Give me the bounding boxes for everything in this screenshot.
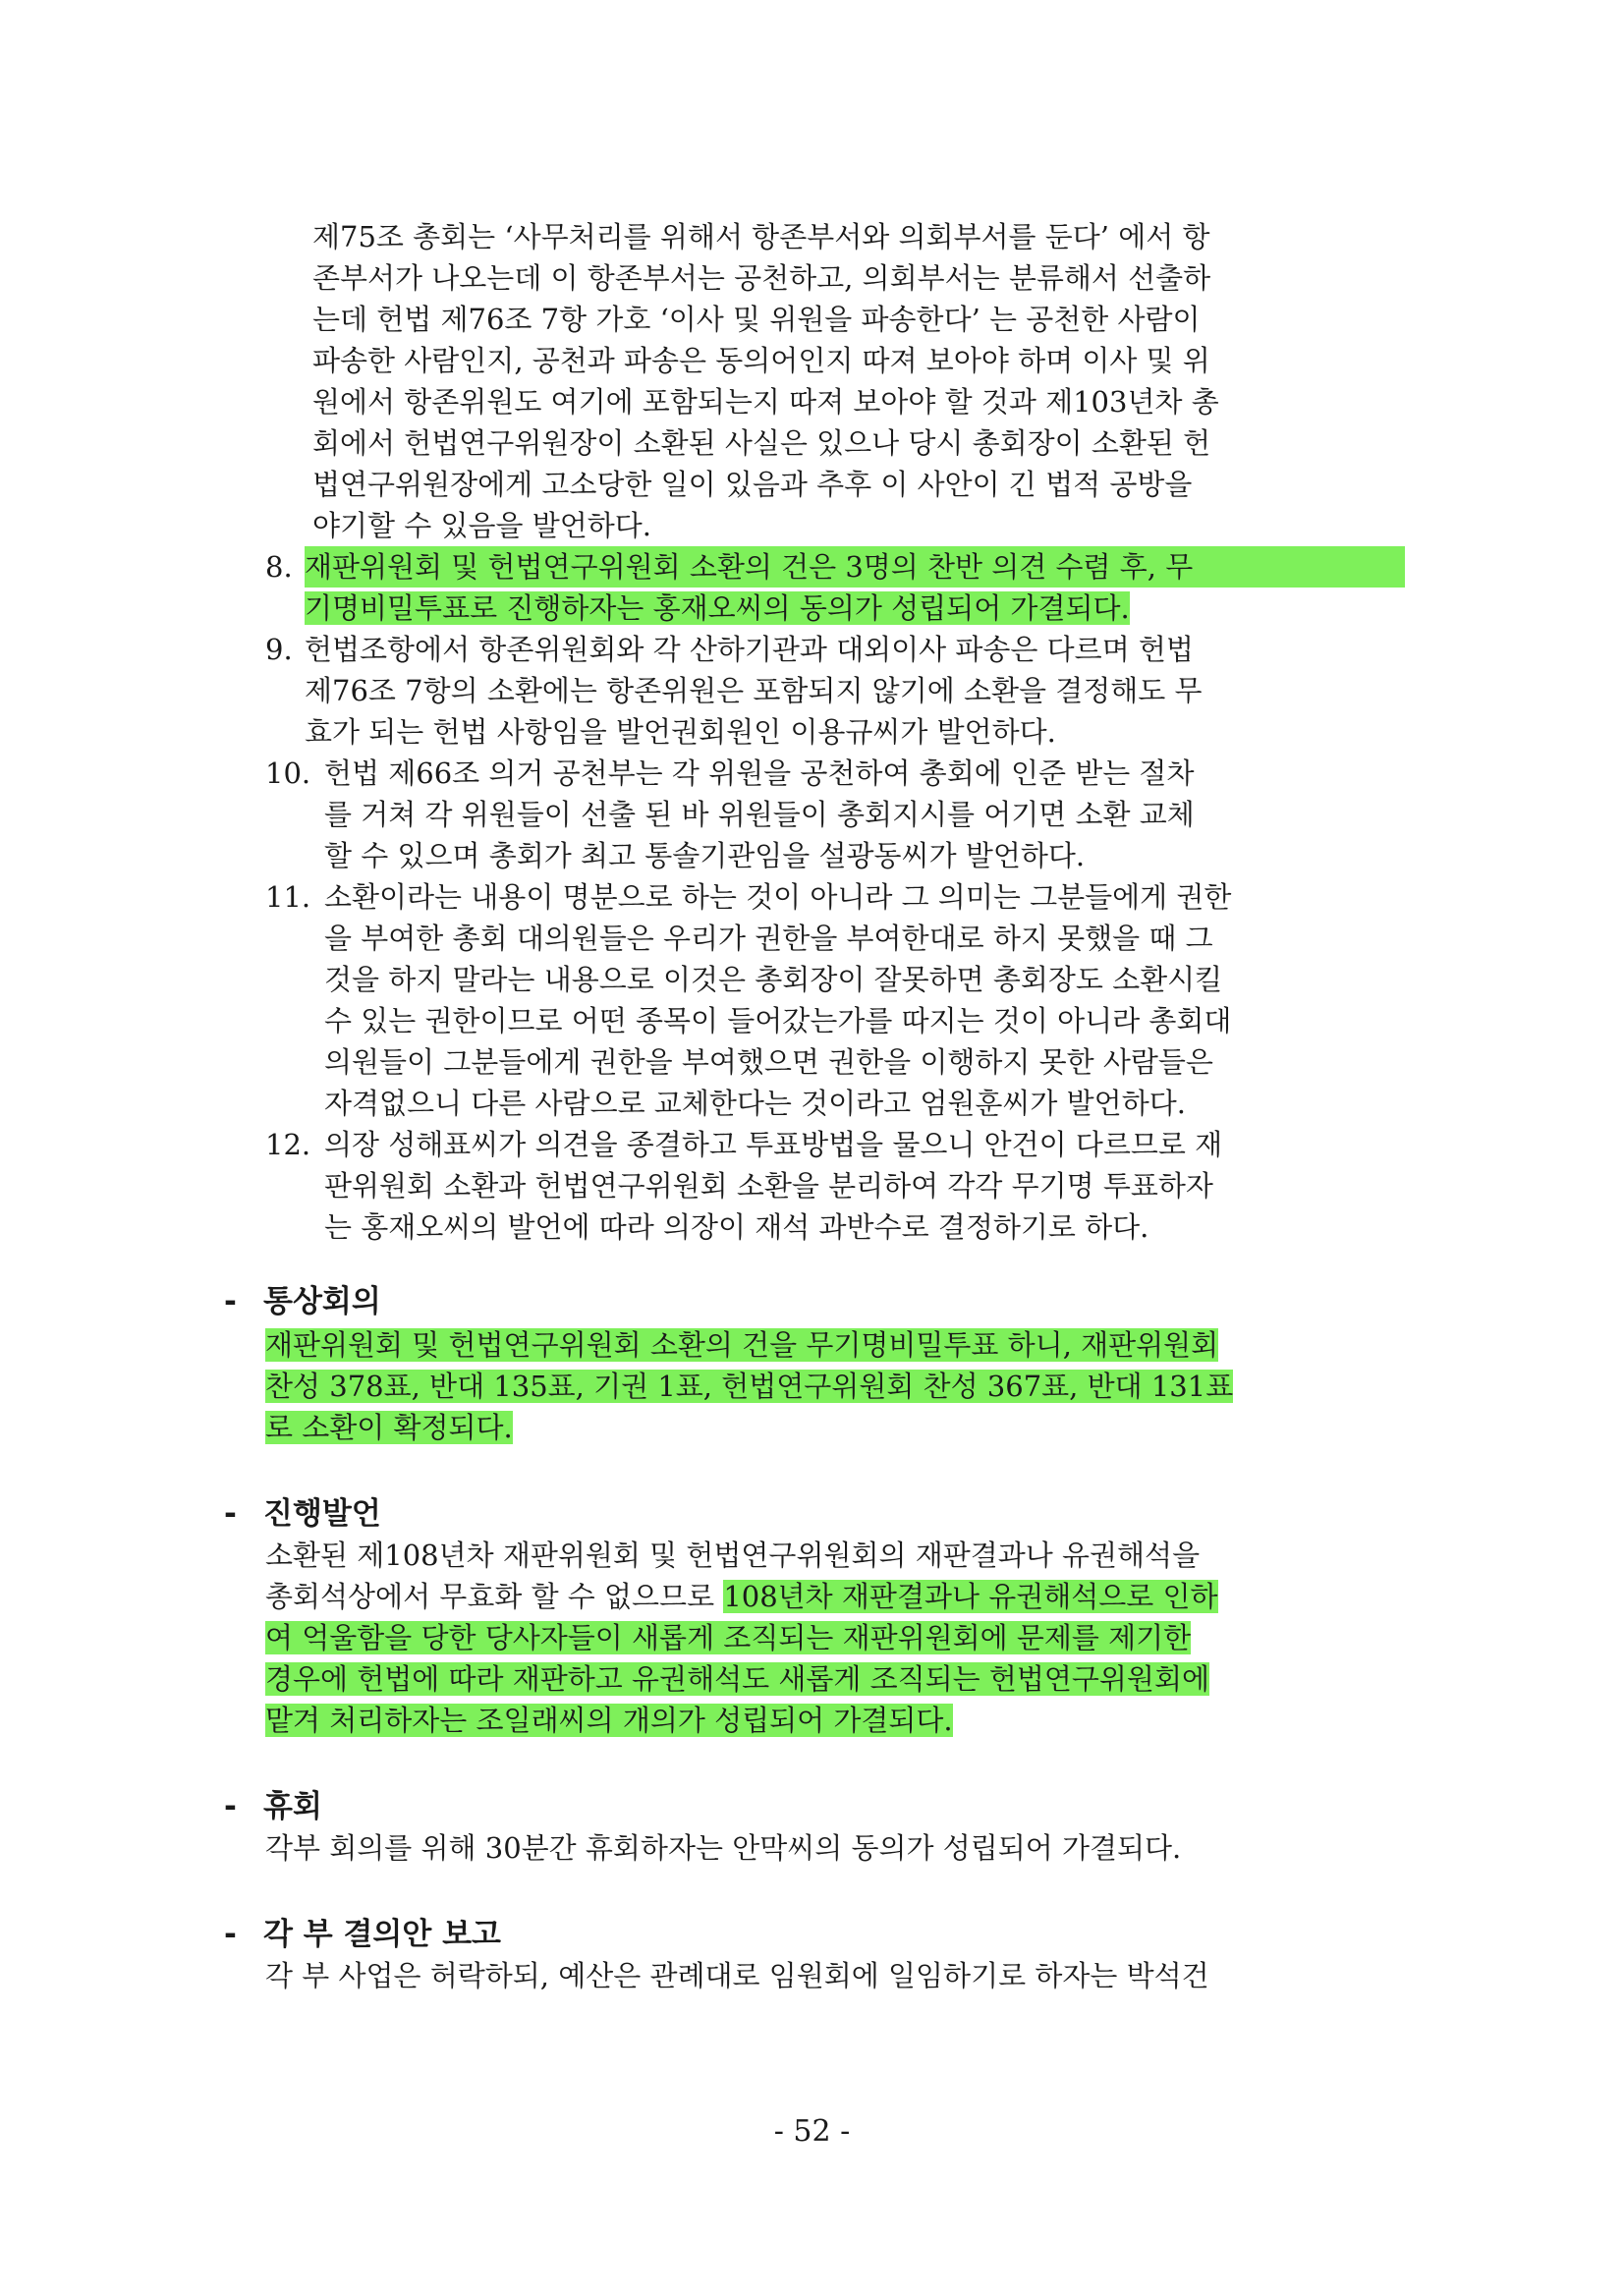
section-title: 진행발언 <box>263 1496 381 1532</box>
section-line-wrap <box>265 1576 1405 1617</box>
intro-line: 회에서 헌법연구위원장이 소환된 사실은 있으나 당시 총회장이 소환된 헌 <box>312 426 1211 460</box>
list-item-12 <box>265 1124 1405 1248</box>
intro-line: 원에서 항존위원도 여기에 포함되는지 따져 보아야 할 것과 제103년차 총 <box>312 385 1219 419</box>
intro-line: 야기할 수 있음을 발언하다. <box>312 509 652 542</box>
section-body-recess <box>265 1827 1405 1869</box>
item-line: 는 홍재오씨의 발언에 따라 의장이 재석 과반수로 결정하기로 하다. <box>324 1210 1149 1244</box>
section-body-general-meeting <box>265 1324 1405 1448</box>
section-line-highlighted: 로 소환이 확정되다. <box>265 1411 513 1444</box>
item-line: 제76조 7항의 소환에는 항존위원은 포함되지 않기에 소환을 결정해도 무 <box>305 674 1203 707</box>
section-line-wrap <box>265 1366 1405 1407</box>
item-line-highlighted: 기명비밀투표로 진행하자는 홍재오씨의 동의가 성립되어 가결되다. <box>305 591 1130 625</box>
item-line: 헌법조항에서 항존위원회와 각 산하기관과 대외이사 파송은 다르며 헌법 <box>305 633 1194 666</box>
section-line-wrap <box>265 1700 1405 1741</box>
section-line-plain: 총회석상에서 무효화 할 수 없으므로 <box>265 1580 724 1613</box>
section-line-highlighted: 재판위원회 및 헌법연구위원회 소환의 건을 무기명비밀투표 하니, 재판위원회 <box>265 1328 1219 1362</box>
intro-line: 는데 헌법 제76조 7항 가호 ‘이사 및 위원을 파송한다’ 는 공천한 사람이 <box>312 303 1201 336</box>
section-dash: - <box>224 1496 237 1532</box>
section-line-highlighted: 찬성 378표, 반대 135표, 기권 1표, 헌법연구위원회 찬성 367표, 반대 131표 <box>265 1370 1234 1403</box>
section-line-highlighted: 경우에 헌법에 따라 재판하고 유권해석도 새롭게 조직되는 헌법연구위원회에 <box>265 1662 1209 1696</box>
item-line: 자격없으니 다른 사람으로 교체한다는 것이라고 엄원훈씨가 발언하다. <box>324 1087 1186 1120</box>
item-number: 9. <box>265 633 293 666</box>
item-line: 의장 성해표씨가 의견을 종결하고 투표방법을 물으니 안건이 다르므로 재 <box>324 1128 1223 1161</box>
list-item-9 <box>265 629 1405 753</box>
section-line: 각 부 사업은 허락하되, 예산은 관례대로 임원회에 일임하기로 하자는 박석건 <box>265 1959 1209 1992</box>
list-item-10 <box>265 753 1405 876</box>
section-title: 통상회의 <box>263 1284 381 1319</box>
page-number: - 52 - <box>773 2114 851 2149</box>
intro-line: 제75조 총회는 ‘사무처리를 위해서 항존부서와 의회부서를 둔다’ 에서 항 <box>312 220 1210 253</box>
item-line: 수 있는 권한이므로 어떤 종목이 들어갔는가를 따지는 것이 아니라 총회대 <box>324 1004 1232 1037</box>
section-title: 휴회 <box>263 1789 322 1824</box>
item-line: 판위원회 소환과 헌법연구위원회 소환을 분리하여 각각 무기명 투표하자 <box>324 1169 1213 1203</box>
intro-line: 법연구위원장에게 고소당한 일이 있음과 추후 이 사안이 긴 법적 공방을 <box>312 468 1193 501</box>
section-heading-general-meeting <box>224 1281 381 1322</box>
item-line: 소환이라는 내용이 명분으로 하는 것이 아니라 그 의미는 그분들에게 권한 <box>324 880 1232 914</box>
list-item-11 <box>265 876 1405 1124</box>
section-line-highlighted: 108년차 재판결과나 유권해석으로 인하 <box>723 1580 1218 1613</box>
list-item-8 <box>265 546 1405 629</box>
intro-paragraph <box>312 216 1403 546</box>
section-dash: - <box>224 1789 237 1824</box>
section-line-wrap <box>265 1407 1405 1448</box>
intro-line: 파송한 사람인지, 공천과 파송은 동의어인지 따져 보아야 하며 이사 및 위 <box>312 344 1210 377</box>
section-title: 각 부 결의안 보고 <box>263 1917 501 1952</box>
section-dash: - <box>224 1917 237 1952</box>
section-line: 각부 회의를 위해 30분간 휴회하자는 안막씨의 동의가 성립되어 가결되다. <box>265 1831 1182 1865</box>
item-line: 효가 되는 헌법 사항임을 발언권회원인 이용규씨가 발언하다. <box>305 715 1056 749</box>
section-line-wrap <box>265 1658 1405 1700</box>
item-line-highlighted: 재판위원회 및 헌법연구위원회 소환의 건은 3명의 찬반 의견 수렴 후, 무 <box>305 546 1405 588</box>
item-line: 을 부여한 총회 대의원들은 우리가 권한을 부여한대로 하지 못했을 때 그 <box>324 922 1213 955</box>
item-line: 의원들이 그분들에게 권한을 부여했으면 권한을 이행하지 못한 사람들은 <box>324 1045 1213 1079</box>
item-line: 를 거쳐 각 위원들이 선출 된 바 위원들이 총회지시를 어기면 소환 교체 <box>324 798 1195 831</box>
item-number: 10. <box>265 756 311 790</box>
item-number: 8. <box>265 550 293 584</box>
section-body-committee-reports <box>265 1955 1405 1996</box>
section-line-wrap <box>265 1617 1405 1658</box>
item-number: 12. <box>265 1128 311 1161</box>
section-heading-committee-reports <box>224 1914 501 1955</box>
section-line: 소환된 제108년차 재판위원회 및 헌법연구위원회의 재판결과나 유권해석을 <box>265 1539 1201 1572</box>
item-number: 11. <box>265 880 311 914</box>
section-heading-procedural-remark <box>224 1493 381 1535</box>
section-line-highlighted: 맡겨 처리하자는 조일래씨의 개의가 성립되어 가결되다. <box>265 1704 953 1737</box>
section-line-wrap <box>265 1324 1405 1366</box>
item-line-wrap <box>305 588 1405 629</box>
section-line-highlighted: 여 억울함을 당한 당사자들이 새롭게 조직되는 재판위원회에 문제를 제기한 <box>265 1621 1192 1654</box>
intro-line: 존부서가 나오는데 이 항존부서는 공천하고, 의회부서는 분류해서 선출하 <box>312 261 1211 295</box>
section-heading-recess <box>224 1786 322 1827</box>
item-line: 헌법 제66조 의거 공천부는 각 위원을 공천하여 총회에 인준 받는 절차 <box>324 756 1195 790</box>
item-line: 할 수 있으며 총회가 최고 통솔기관임을 설광동씨가 발언하다. <box>324 839 1086 872</box>
section-body-procedural-remark <box>265 1535 1405 1741</box>
section-dash: - <box>224 1284 237 1319</box>
item-line: 것을 하지 말라는 내용으로 이것은 총회장이 잘못하면 총회장도 소환시킬 <box>324 963 1223 996</box>
